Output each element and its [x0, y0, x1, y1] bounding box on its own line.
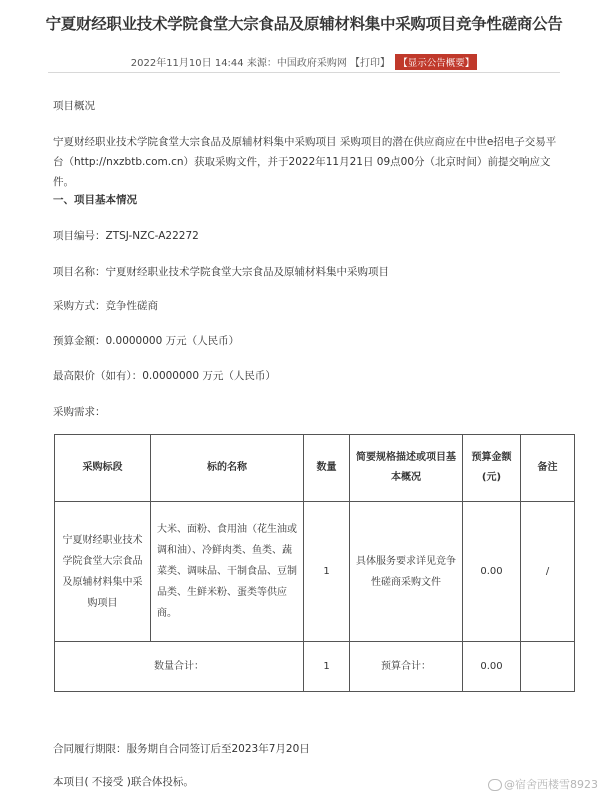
publish-datetime: 2022年11月10日 14:44	[130, 58, 244, 69]
header-note: 备注	[521, 435, 575, 502]
table-row	[55, 502, 575, 642]
header-item-name: 标的名称	[151, 435, 304, 502]
cell-items: 大米、面粉、食用油（花生油或调和油）、冷鲜肉类、鱼类、蔬菜类、调味品、干制食品、豆制品类、生鲜米粉、蛋类等供应商。	[151, 502, 304, 642]
overview-text: 宁夏财经职业技术学院食堂大宗食品及原辅材料集中采购项目 采购项目的潜在供应商应在中世e招电子交易平台（http://nxzbtb.com.cn）获取采购文件，并于2022年11月21日 09点00分（北京时间）前提交响应文件。	[53, 136, 557, 188]
show-summary-button[interactable]: 【显示公告概要】	[395, 54, 477, 70]
article-meta	[0, 54, 608, 70]
total-qty-label: 数量合计：	[55, 642, 304, 692]
total-note	[521, 642, 575, 692]
cell-lot: 宁夏财经职业技术学院食堂大宗食品及原辅材料集中采购项目	[55, 502, 151, 642]
page-title: 宁夏财经职业技术学院食堂大宗食品及原辅材料集中采购项目竞争性磋商公告	[45, 15, 563, 33]
requirement-table	[54, 434, 575, 692]
contract-period: 合同履行期限：服务期自合同签订后至2023年7月20日	[53, 743, 310, 755]
total-qty: 1	[304, 642, 350, 692]
cell-budget: 0.00	[463, 502, 521, 642]
project-number: 项目编号：ZTSJ-NZC-A22272	[53, 230, 199, 242]
cell-qty: 1	[304, 502, 350, 642]
cell-note: /	[521, 502, 575, 642]
header-budget: 预算金额(元)	[463, 435, 521, 502]
table-header-row	[55, 435, 575, 502]
total-budget: 0.00	[463, 642, 521, 692]
project-name: 项目名称：宁夏财经职业技术学院食堂大宗食品及原辅材料集中采购项目	[53, 266, 389, 278]
weibo-icon	[488, 779, 502, 791]
header-spec: 简要规格描述或项目基本概况	[350, 435, 463, 502]
header-lot: 采购标段	[55, 435, 151, 502]
procurement-method: 采购方式：竞争性磋商	[53, 300, 158, 312]
divider	[48, 72, 560, 73]
cell-spec: 具体服务要求详见竞争性磋商采购文件	[350, 502, 463, 642]
print-link[interactable]: 【打印】	[350, 58, 391, 69]
watermark	[488, 776, 598, 792]
budget-amount: 预算金额：0.0000000 万元（人民币）	[53, 335, 240, 347]
header-quantity: 数量	[304, 435, 350, 502]
max-price: 最高限价（如有）：0.0000000 万元（人民币）	[53, 370, 276, 382]
requirement-label: 采购需求：	[53, 406, 106, 418]
total-budget-label: 预算合计：	[350, 642, 463, 692]
overview-heading: 项目概况	[53, 100, 95, 112]
source: 来源：中国政府采购网	[246, 58, 347, 69]
table-total-row	[55, 642, 575, 692]
consortium-note: 本项目( 不接受 )联合体投标。	[53, 776, 194, 788]
section-basic-info-heading: 一、项目基本情况	[53, 194, 137, 206]
watermark-text: @宿舍西楼雪8923	[504, 778, 598, 791]
